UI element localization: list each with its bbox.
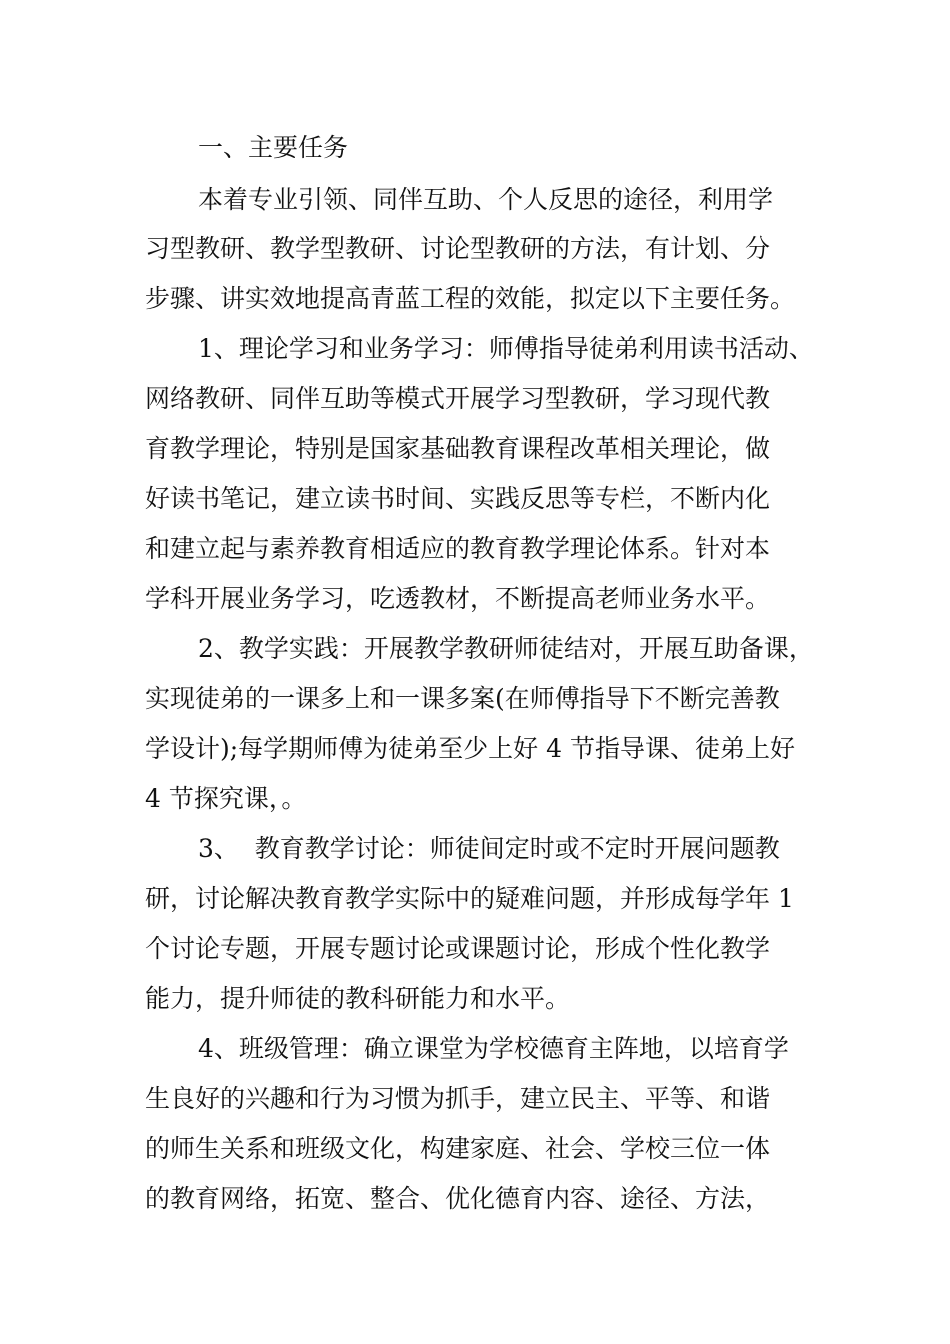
paragraph-item-1-line: 网络教研、同伴互助等模式开展学习型教研，学习现代教: [145, 384, 771, 413]
paragraph-item-3-line: 能力，提升师徒的教科研能力和水平。: [145, 984, 571, 1013]
paragraph-item-2-line: 2、教学实践：开展教学教研师徒结对，开展互助备课，: [198, 634, 814, 663]
paragraph-item-4-line: 生良好的兴趣和行为习惯为抓手，建立民主、平等、和谐: [145, 1084, 771, 1113]
paragraph-intro-line: 本着专业引领、同伴互助、个人反思的途径，利用学: [198, 185, 774, 214]
paragraph-intro-line: 步骤、讲实效地提高青蓝工程的效能，拟定以下主要任务。: [145, 284, 796, 313]
heading-main-tasks: 一、主要任务: [198, 133, 349, 162]
paragraph-item-3-line: 研，讨论解决教育教学实际中的疑难问题，并形成每学年 1: [145, 884, 794, 913]
paragraph-item-1-line: 育教学理论，特别是国家基础教育课程改革相关理论，做: [145, 434, 771, 463]
paragraph-item-1-line: 学科开展业务学习，吃透教材，不断提高老师业务水平。: [145, 584, 771, 613]
paragraph-intro-line: 习型教研、教学型教研、讨论型教研的方法，有计划、分: [145, 234, 771, 263]
paragraph-item-3-line: 个讨论专题，开展专题讨论或课题讨论，形成个性化教学: [145, 934, 771, 963]
paragraph-item-4-line: 的师生关系和班级文化，构建家庭、社会、学校三位一体: [145, 1134, 771, 1163]
paragraph-item-2-line: 4 节探究课，。: [145, 784, 307, 813]
paragraph-item-2-line: 实现徒弟的一课多上和一课多案(在师傅指导下不断完善教: [145, 684, 780, 713]
paragraph-item-1-line: 1、理论学习和业务学习：师傅指导徒弟利用读书活动、: [198, 334, 814, 363]
paragraph-item-1-line: 和建立起与素养教育相适应的教育教学理论体系。针对本: [145, 534, 771, 563]
paragraph-item-4-line: 的教育网络，拓宽、整合、优化德育内容、途径、方法，: [145, 1184, 771, 1213]
paragraph-item-1-line: 好读书笔记，建立读书时间、实践反思等专栏，不断内化: [145, 484, 771, 513]
paragraph-item-3-line: 3、 教育教学讨论：师徒间定时或不定时开展问题教: [198, 834, 780, 863]
paragraph-item-2-line: 学设计);每学期师傅为徒弟至少上好 4 节指导课、徒弟上好: [145, 734, 795, 763]
paragraph-item-4-line: 4、班级管理：确立课堂为学校德育主阵地，以培育学: [198, 1034, 789, 1063]
